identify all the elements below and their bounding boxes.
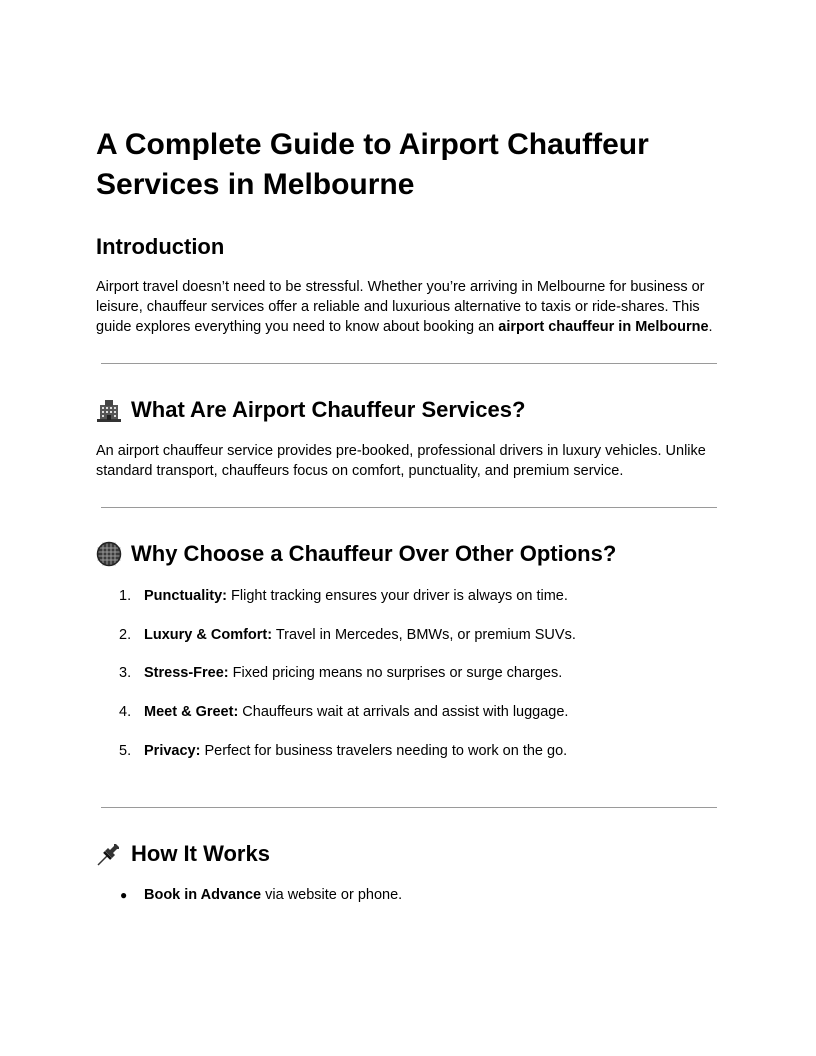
intro-bold-link-text: airport chauffeur in Melbourne xyxy=(498,319,709,335)
list-item-label: Punctuality: xyxy=(144,588,227,604)
why-heading xyxy=(96,540,616,568)
bullet-marker: ● xyxy=(120,888,128,902)
list-item-text: Travel in Mercedes, BMWs, or premium SUVs. xyxy=(272,627,576,643)
list-item-text: Perfect for business travelers needing to work on the go. xyxy=(200,743,568,759)
list-item-text: Chauffeurs wait at arrivals and assist with luggage. xyxy=(238,704,569,720)
list-item-label: Privacy: xyxy=(144,743,201,759)
how-heading xyxy=(96,840,270,868)
hotel-building-icon xyxy=(96,397,122,423)
intro-heading: Introduction xyxy=(96,234,225,259)
list-item-text: Fixed pricing means no surprises or surge charges. xyxy=(228,665,563,681)
section-divider xyxy=(101,507,717,508)
what-paragraph: An airport chauffeur service provides pre-booked, professional drivers in luxury vehicles. Unlike standard transport, chauffeurs focus on comfort, punctuality, and premium service. xyxy=(96,443,706,479)
list-number: 4. xyxy=(119,704,132,720)
list-number: 3. xyxy=(119,665,132,681)
list-number: 1. xyxy=(119,588,132,604)
bullet-item-text: via website or phone. xyxy=(261,887,403,903)
list-item-label: Stress-Free: xyxy=(144,665,229,681)
list-item-label: Meet & Greet: xyxy=(144,704,239,720)
list-item-text: Flight tracking ensures your driver is always on time. xyxy=(226,588,568,604)
intro-paragraph xyxy=(96,277,720,337)
list-number: 2. xyxy=(119,627,132,643)
list-number: 5. xyxy=(119,743,132,759)
bullet-item-label: Book in Advance xyxy=(144,887,262,903)
section-divider xyxy=(101,363,717,364)
intro-text: Airport travel doesn’t need to be stressful. Whether you’re arriving in Melbourne for business or leisure, chauffeur services offer a reliable and luxurious alternative to taxis or ride-shares. This guide explores everything you need to know about booking an xyxy=(96,279,705,335)
intro-text-end: . xyxy=(708,319,713,335)
page-title: A Complete Guide to Airport Chauffeur Services in Melbourne xyxy=(96,128,649,201)
pushpin-icon xyxy=(96,841,122,867)
how-heading-text: How It Works xyxy=(131,841,270,866)
what-heading-text: What Are Airport Chauffeur Services? xyxy=(131,397,526,422)
why-heading-text: Why Choose a Chauffeur Over Other Options? xyxy=(131,541,617,566)
section-divider xyxy=(101,807,717,808)
list-item-label: Luxury & Comfort: xyxy=(144,627,273,643)
what-heading xyxy=(96,396,525,424)
globe-icon xyxy=(96,541,122,567)
